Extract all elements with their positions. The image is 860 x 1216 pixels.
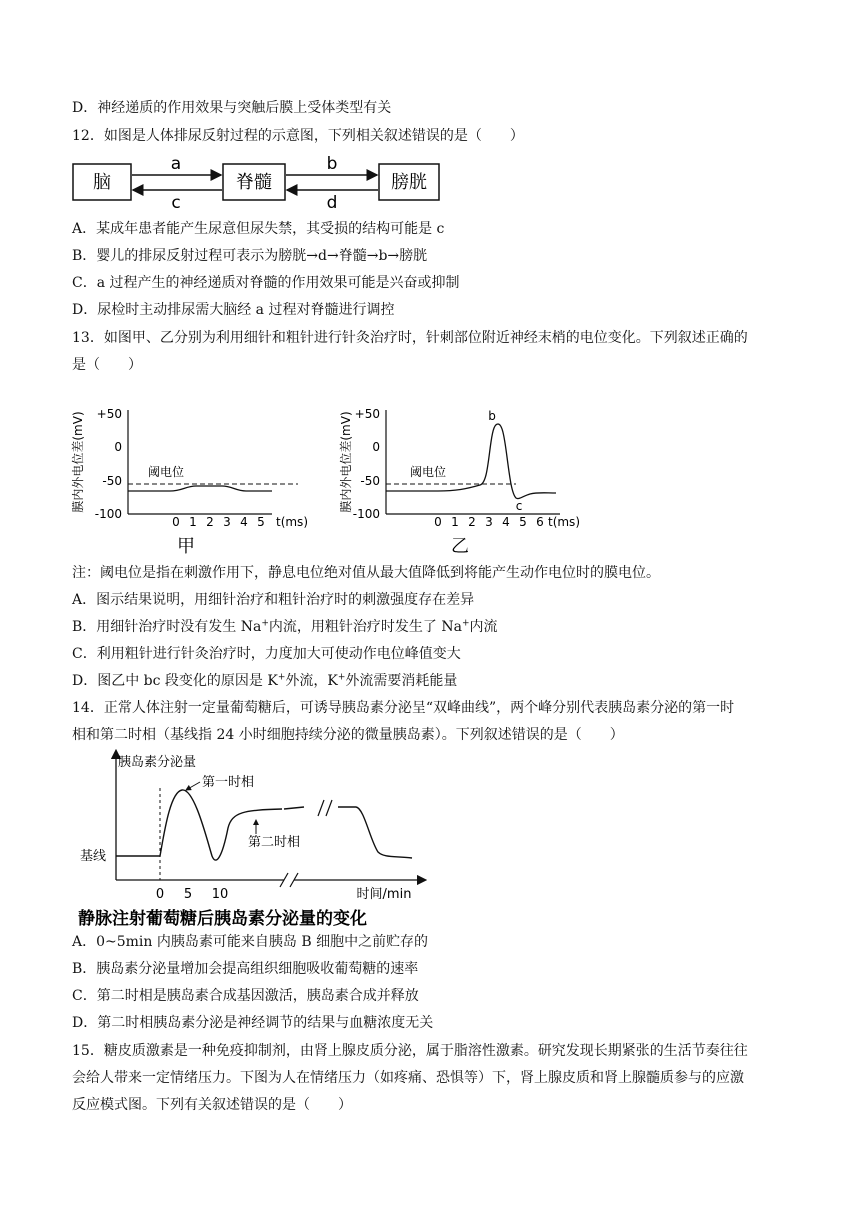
jia-xtick-0: 0 xyxy=(172,515,180,529)
jia-caption: 甲 xyxy=(177,536,195,557)
insulin-xtick-10: 10 xyxy=(211,887,229,902)
superscript-plus: + xyxy=(337,672,346,683)
label-b: b xyxy=(326,154,338,174)
yi-xtick-1: 1 xyxy=(451,515,459,529)
jia-xunit: t(ms) xyxy=(275,515,309,529)
q15-stem-line1: 15．糖皮质激素是一种免疫抑制剂，由肾上腺皮质分泌，属于脂溶性激素。研究发现长期紧张的生活节奏往往 xyxy=(72,1043,748,1059)
q13-option-b-part2: 内流，用粗针治疗时发生了 Na xyxy=(268,619,462,635)
jia-xtick-2: 2 xyxy=(206,515,214,529)
yi-ylabel: 膜内外电位差(mV) xyxy=(339,411,353,513)
insulin-xtick-0: 0 xyxy=(155,887,165,902)
spine-label: 脊髓 xyxy=(236,172,272,193)
insulin-chart-title: 静脉注射葡萄糖后胰岛素分泌量的变化 xyxy=(78,909,367,929)
yi-point-c: c xyxy=(515,499,523,513)
q13-chart-jia xyxy=(70,402,310,560)
yi-xtick-6: 6 xyxy=(536,515,544,529)
jia-threshold-label: 阈电位 xyxy=(148,465,185,479)
jia-xtick-1: 1 xyxy=(189,515,197,529)
yi-ytick-0: 0 xyxy=(372,440,380,454)
label-d: d xyxy=(326,193,338,210)
insulin-ylabel: 胰岛素分泌量 xyxy=(118,755,197,770)
q15-stem-line2: 会给人带来一定情绪压力。下图为人在情绪压力（如疼痛、恐惧等）下，肾上腺皮质和肾上腺髓质参与的应激 xyxy=(72,1070,744,1086)
jia-xtick-4: 4 xyxy=(240,515,248,529)
curve-break-mark xyxy=(326,800,332,816)
peak1-label: 第一时相 xyxy=(202,775,255,790)
q13-option-d-part3: 外流需要消耗能量 xyxy=(345,673,458,689)
yi-xtick-4: 4 xyxy=(502,515,510,529)
superscript-plus: + xyxy=(261,618,269,629)
brain-label: 脑 xyxy=(93,172,111,193)
jia-ytick-neg100: -100 xyxy=(94,507,122,521)
jia-xtick-5: 5 xyxy=(257,515,265,529)
q14-option-a: A．0~5min 内胰岛素可能来自胰岛 B 细胞中之前贮存的 xyxy=(72,934,429,950)
q12-option-a: A．某成年患者能产生尿意但尿失禁，其受损的结构可能是 c xyxy=(72,221,445,237)
q13-note: 注：阈电位是指在刺激作用下，静息电位绝对值从最大值降低到将能产生动作电位时的膜电位。 xyxy=(72,565,660,581)
yi-xtick-2: 2 xyxy=(468,515,476,529)
q13-option-b-part3: 内流 xyxy=(469,619,498,635)
jia-ytick-neg50: -50 xyxy=(102,474,122,488)
q12-option-b: B．婴儿的排尿反射过程可表示为膀胱→d→脊髓→b→膀胱 xyxy=(72,248,428,264)
q13-option-b xyxy=(72,617,497,637)
q14-option-d: D．第二时相胰岛素分泌是神经调节的结果与血糖浓度无关 xyxy=(72,1015,434,1031)
yi-ytick-neg100: -100 xyxy=(352,507,380,521)
label-a: a xyxy=(170,154,182,174)
q12-reflex-diagram xyxy=(72,154,442,210)
q13-stem-line2: 是（ ） xyxy=(72,357,142,373)
yi-point-b: b xyxy=(488,409,496,423)
yi-xtick-3: 3 xyxy=(485,515,493,529)
jia-ytick-0: 0 xyxy=(114,440,122,454)
q14-insulin-chart xyxy=(72,748,442,930)
jia-xtick-3: 3 xyxy=(223,515,231,529)
q13-chart-yi xyxy=(338,402,588,560)
yi-threshold-label: 阈电位 xyxy=(410,465,447,479)
q13-option-c: C．利用粗针进行针灸治疗时，力度加大可使动作电位峰值变大 xyxy=(72,646,461,662)
yi-ytick-neg50: -50 xyxy=(360,474,380,488)
q12-option-d: D．尿检时主动排尿需大脑经 a 过程对脊髓进行调控 xyxy=(72,302,395,318)
yi-xtick-5: 5 xyxy=(519,515,527,529)
baseline-label: 基线 xyxy=(80,849,107,864)
q14-option-c: C．第二时相是胰岛素合成基因激活，胰岛素合成并释放 xyxy=(72,988,419,1004)
q12-option-c: C．a 过程产生的神经递质对脊髓的作用效果可能是兴奋或抑制 xyxy=(72,275,460,291)
yi-potential-curve xyxy=(386,424,556,499)
q14-option-b: B．胰岛素分泌量增加会提高组织细胞吸收葡萄糖的速率 xyxy=(72,961,419,977)
q11-option-d: D．神经递质的作用效果与突触后膜上受体类型有关 xyxy=(72,100,392,116)
curve-break-mark xyxy=(318,800,324,816)
superscript-plus: + xyxy=(461,618,470,629)
q12-stem: 12．如图是人体排尿反射过程的示意图，下列相关叙述错误的是（ ） xyxy=(72,128,524,144)
insulin-curve-late xyxy=(338,807,412,858)
insulin-xtick-5: 5 xyxy=(183,887,193,902)
q14-stem-line1: 14．正常人体注射一定量葡萄糖后，可诱导胰岛素分泌呈“双峰曲线”，两个峰分别代表胰岛素分泌的第一时 xyxy=(72,700,735,716)
jia-potential-curve xyxy=(128,486,272,491)
insulin-curve-mid xyxy=(284,807,304,809)
peak1-pointer xyxy=(186,782,200,790)
q13-option-d-part2: 外流，K xyxy=(285,673,338,689)
jia-ylabel: 膜内外电位差(mV) xyxy=(71,411,85,513)
yi-ytick-50: +50 xyxy=(354,407,380,421)
yi-caption: 乙 xyxy=(451,536,469,557)
peak2-label: 第二时相 xyxy=(248,835,301,850)
q13-option-d-part1: D．图乙中 bc 段变化的原因是 K xyxy=(72,673,278,689)
q15-stem-line3: 反应模式图。下列有关叙述错误的是（ ） xyxy=(72,1097,352,1113)
superscript-plus: + xyxy=(277,672,286,683)
q14-stem-line2: 相和第二时相（基线指 24 小时细胞持续分泌的微量胰岛素）。下列叙述错误的是（ ） xyxy=(72,727,624,743)
yi-xtick-0: 0 xyxy=(434,515,442,529)
label-c: c xyxy=(171,193,181,210)
q13-option-d xyxy=(72,671,457,691)
jia-ytick-50: +50 xyxy=(96,407,122,421)
bladder-label: 膀胱 xyxy=(391,172,427,193)
insulin-xlabel: 时间/min xyxy=(356,887,412,902)
q13-stem-line1: 13．如图甲、乙分别为利用细针和粗针进行针灸治疗时，针刺部位附近神经末梢的电位变化。下列叙述正确的 xyxy=(72,330,748,346)
q13-option-b-part1: B．用细针治疗时没有发生 Na xyxy=(72,619,262,635)
yi-xunit: t(ms) xyxy=(547,515,581,529)
q13-option-a: A．图示结果说明，用细针治疗和粗针治疗时的刺激强度存在差异 xyxy=(72,592,475,608)
